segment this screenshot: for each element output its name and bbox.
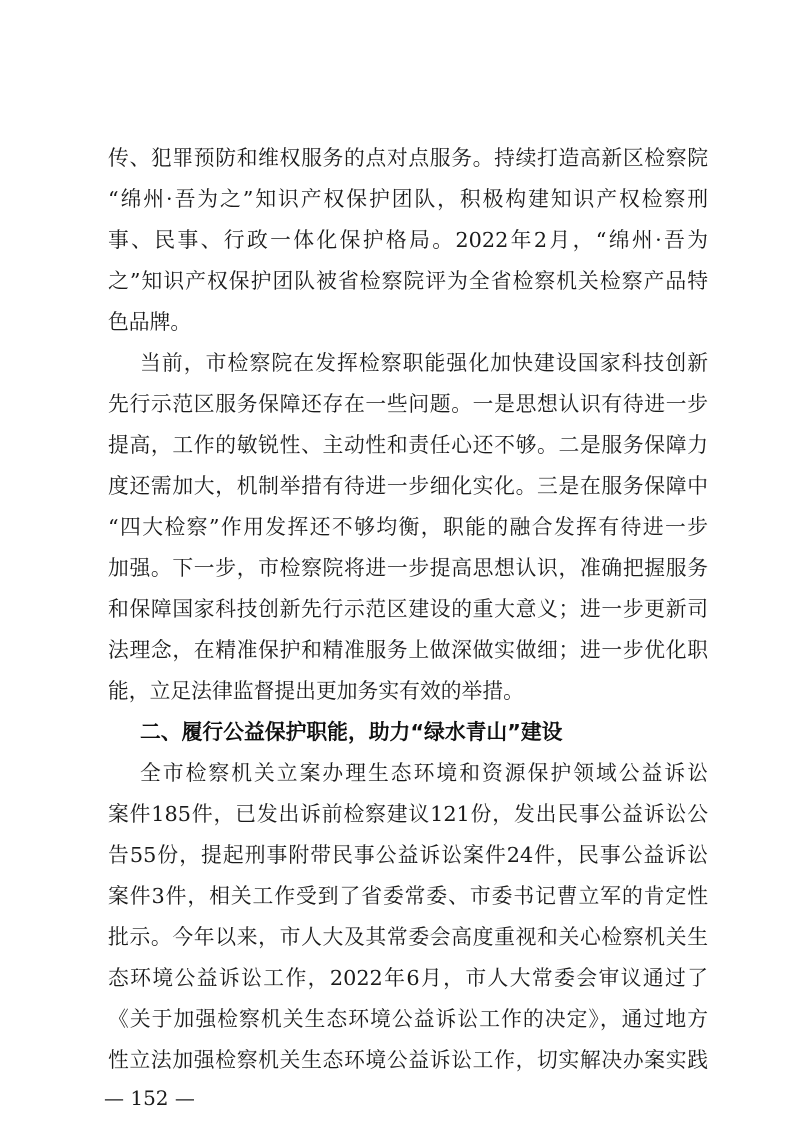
paragraph-2-line-2: 先行示范区服务保障还存在一些问题。一是思想认识有待进一步: [108, 392, 708, 416]
paragraph-3-line-2: 案件185件，已发出诉前检察建议121份，发出民事公益诉讼公: [108, 802, 708, 826]
paragraph-1-line-3: 事、民事、行政一体化保护格局。2022年2月，“绵州·吾为: [108, 228, 708, 252]
paragraph-3-line-4: 案件3件，相关工作受到了省委常委、市委书记曹立军的肯定性: [108, 884, 708, 908]
paragraph-1-line-4: 之”知识产权保护团队被省检察院评为全省检察机关检察产品特: [108, 269, 708, 293]
paragraph-2-line-7: 和保障国家科技创新先行示范区建设的重大意义；进一步更新司: [108, 597, 708, 621]
paragraph-3-line-1: 全市检察机关立案办理生态环境和资源保护领域公益诉讼: [140, 761, 708, 785]
paragraph-3-line-3: 告55份，提起刑事附带民事公益诉讼案件24件，民事公益诉讼: [108, 843, 708, 867]
paragraph-3-line-6: 态环境公益诉讼工作，2022年6月，市人大常委会审议通过了: [108, 966, 708, 990]
section-heading: 二、履行公益保护职能，助力“绿水青山”建设: [140, 720, 563, 744]
paragraph-2-line-1: 当前，市检察院在发挥检察职能强化加快建设国家科技创新: [140, 351, 708, 375]
paragraph-1-line-2: “绵州·吾为之”知识产权保护团队，积极构建知识产权检察刑: [108, 187, 708, 211]
paragraph-3-line-8: 性立法加强检察机关生态环境公益诉讼工作，切实解决办案实践: [108, 1048, 708, 1072]
paragraph-3-line-7: 《关于加强检察机关生态环境公益诉讼工作的决定》，通过地方: [108, 1007, 708, 1031]
paragraph-1-line-1: 传、犯罪预防和维权服务的点对点服务。持续打造高新区检察院: [108, 146, 708, 170]
paragraph-2-line-8: 法理念，在精准保护和精准服务上做深做实做细；进一步优化职: [108, 638, 708, 662]
paragraph-2-line-9: 能，立足法律监督提出更加务实有效的举措。: [108, 679, 524, 703]
page-number: — 152 —: [104, 1086, 195, 1110]
paragraph-1-line-5: 色品牌。: [108, 310, 192, 334]
paragraph-2-line-3: 提高，工作的敏锐性、主动性和责任心还不够。二是服务保障力: [108, 433, 708, 457]
paragraph-3-line-5: 批示。今年以来，市人大及其常委会高度重视和关心检察机关生: [108, 925, 708, 949]
paragraph-2-line-6: 加强。下一步，市检察院将进一步提高思想认识，准确把握服务: [108, 556, 708, 580]
paragraph-2-line-4: 度还需加大，机制举措有待进一步细化实化。三是在服务保障中: [108, 474, 708, 498]
paragraph-2-line-5: “四大检察”作用发挥还不够均衡，职能的融合发挥有待进一步: [108, 515, 708, 539]
